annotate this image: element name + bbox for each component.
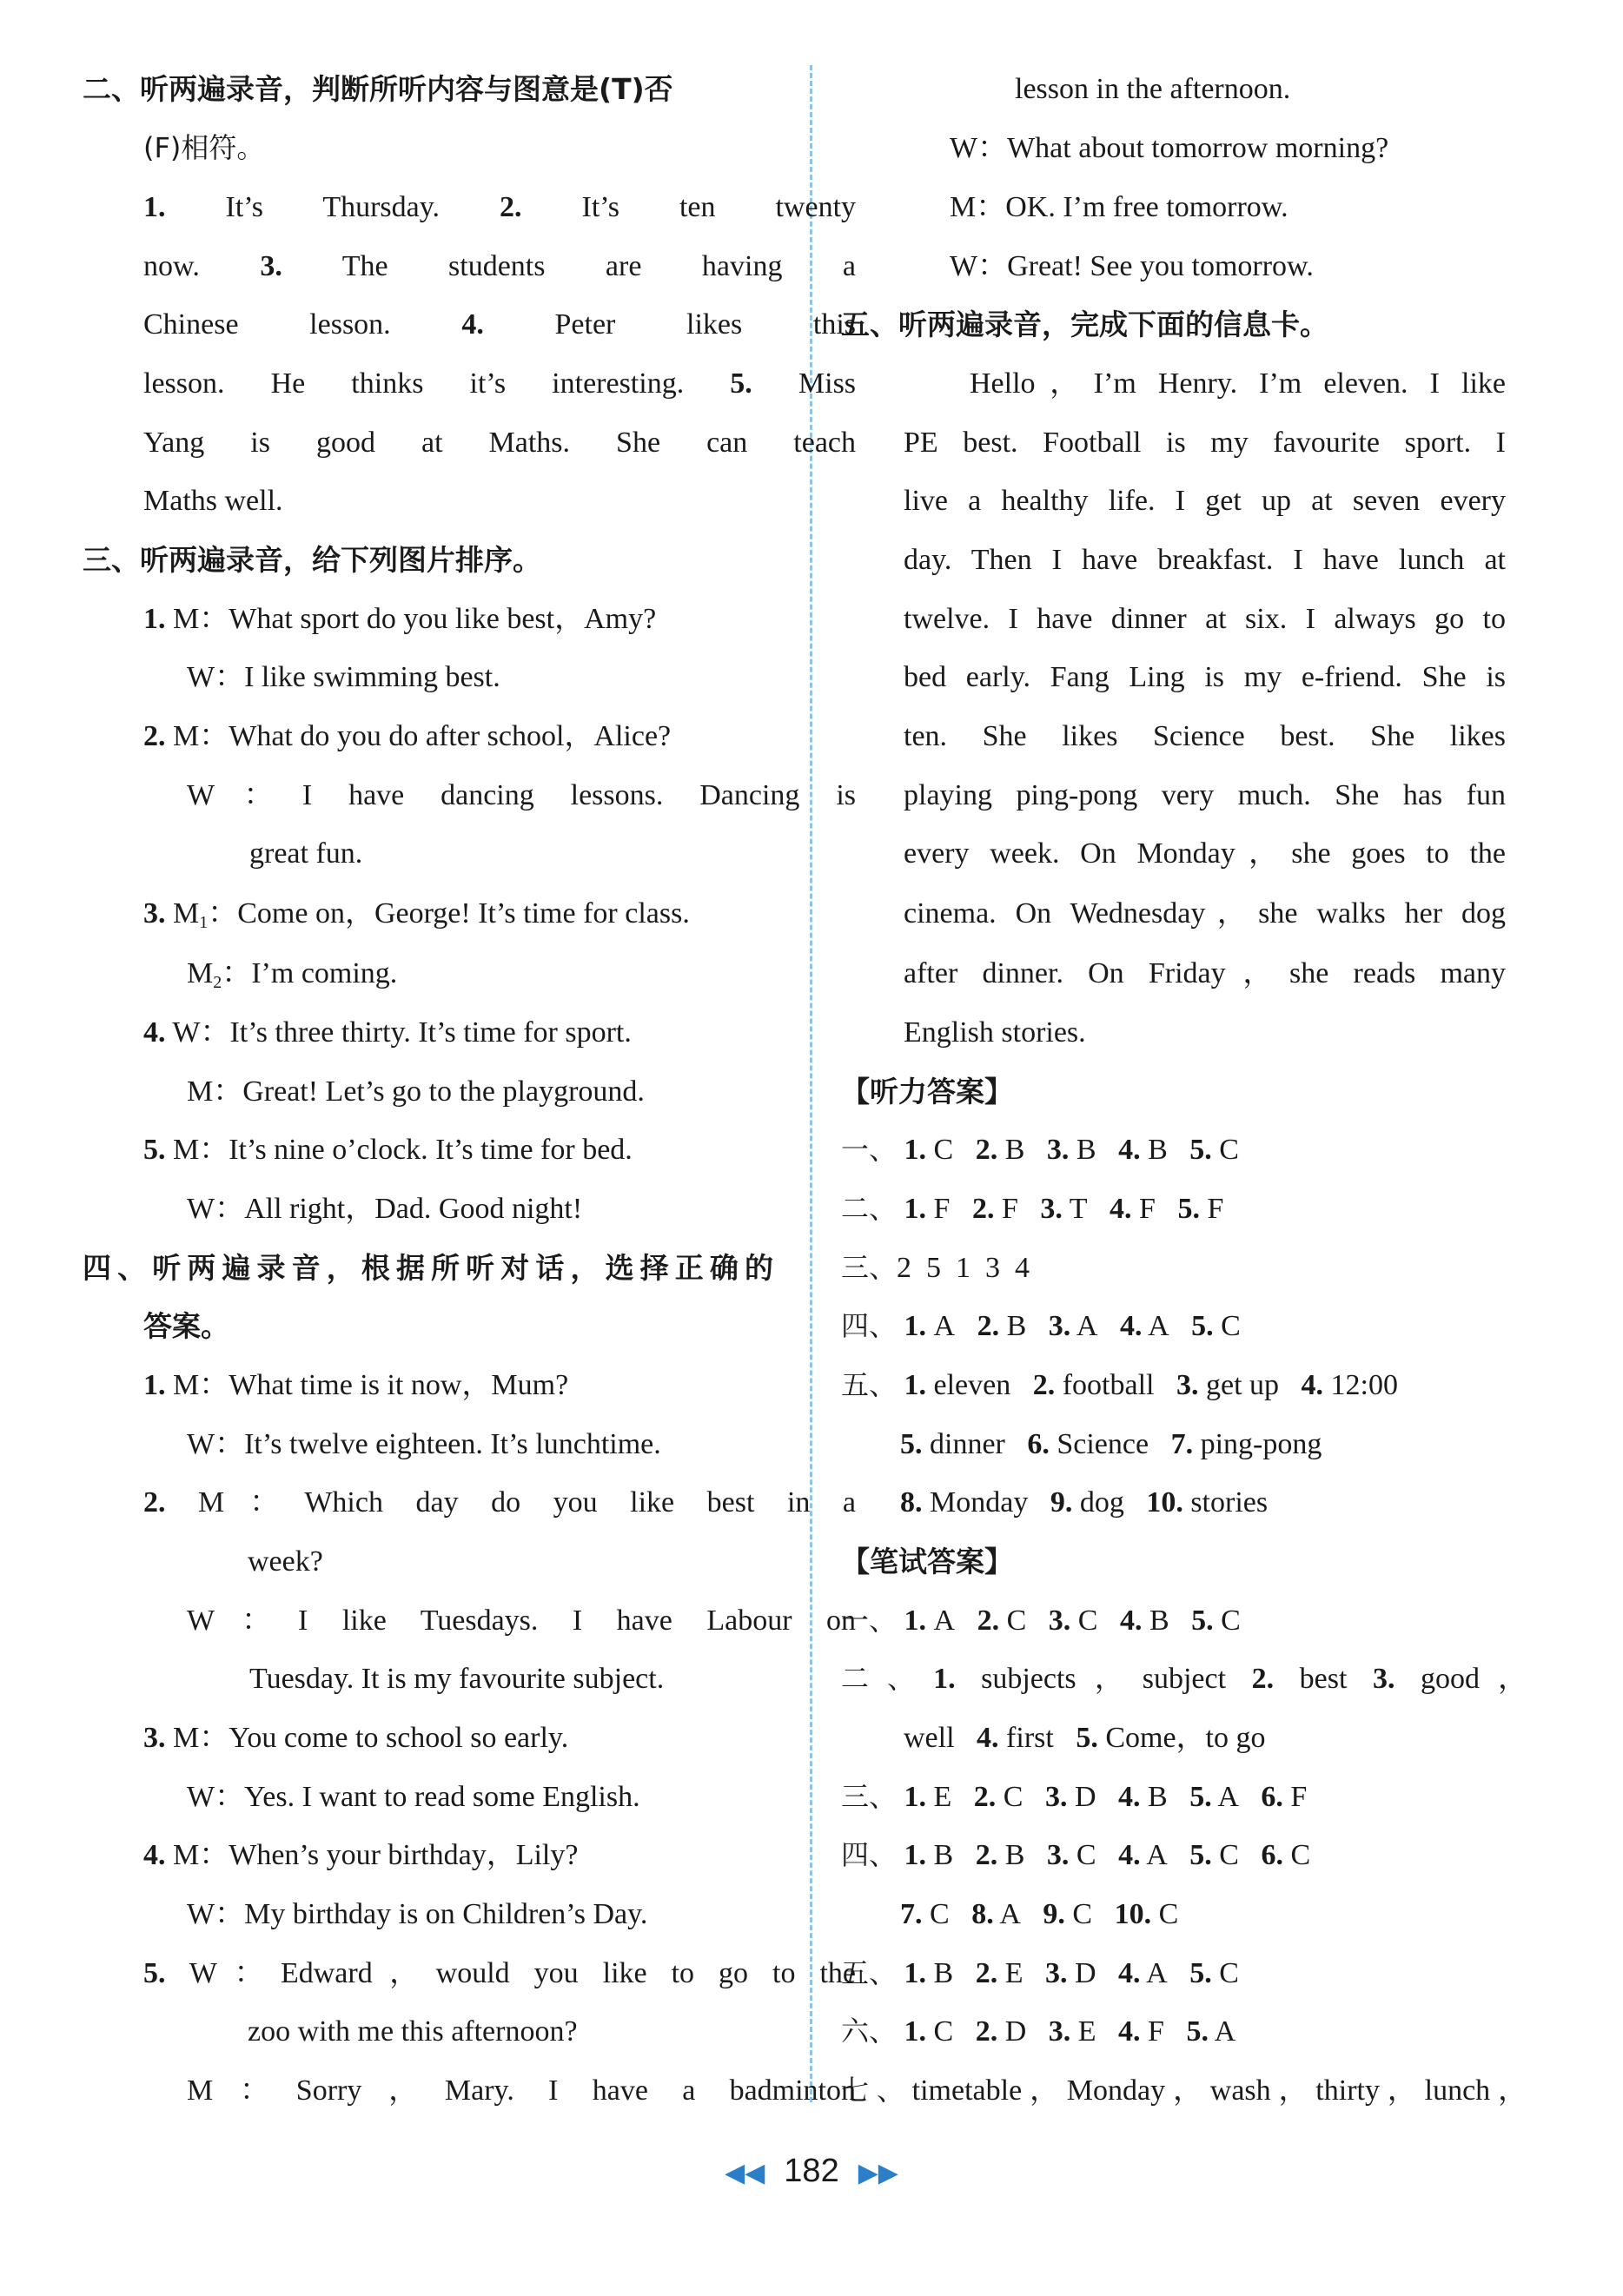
written-row-3 xyxy=(841,1780,1308,1813)
page-number: 182 xyxy=(784,2153,839,2189)
answer-number: 5. xyxy=(1189,1134,1212,1166)
s4-line-7 xyxy=(143,1724,568,1753)
answer-number: 3. xyxy=(1040,1193,1063,1225)
line-text: It’s Thursday. xyxy=(225,191,441,223)
line-text: All right，Dad. Good night! xyxy=(244,1193,583,1225)
answer-value: E xyxy=(1004,1957,1023,1989)
written-row-7 xyxy=(841,2076,1527,2106)
s3-line-10 xyxy=(143,1135,633,1165)
answer-number: 3. xyxy=(1176,1369,1199,1401)
speaker-subscript: 2 xyxy=(213,973,222,992)
speaker-label: M： xyxy=(173,1134,229,1166)
line-text: Chinese lesson. xyxy=(143,308,391,341)
written-answers-heading: 【笔试答案】 xyxy=(841,1545,1013,1578)
item-number: 5. xyxy=(143,1134,166,1166)
speaker-label: W： xyxy=(187,1605,299,1637)
s3-line-5 xyxy=(249,839,362,869)
answer-value: F xyxy=(1290,1781,1308,1813)
answer-value: subjects，subject xyxy=(981,1663,1227,1695)
speaker-label: W： xyxy=(187,661,245,693)
answer-value: D xyxy=(1004,2015,1027,2048)
answer-number: 6. xyxy=(1261,1839,1283,1871)
speaker-label: M： xyxy=(173,603,229,635)
item-number: 2. xyxy=(143,720,166,752)
answer-number: 3. xyxy=(1048,2015,1071,2048)
answer-value: C xyxy=(1290,1839,1311,1871)
line-text: What sport do you like best，Amy? xyxy=(229,603,657,635)
answer-value: C xyxy=(1219,1839,1239,1871)
row-label: 一、 xyxy=(841,1604,898,1637)
answer-row-5c xyxy=(900,1488,1268,1518)
answer-value: F xyxy=(1207,1193,1224,1225)
answer-value: ping-pong xyxy=(1200,1428,1322,1460)
line-text: It’s twelve eighteen. It’s lunchtime. xyxy=(244,1428,661,1460)
line-text: It’s nine o’clock. It’s time for bed. xyxy=(229,1134,633,1166)
line-text: Peter likes this xyxy=(554,308,856,341)
answer-number: 3. xyxy=(1044,1781,1068,1813)
section-2-heading: 二、听两遍录音，判断所听内容与图意是(T)否 xyxy=(83,72,673,106)
answer-value: B xyxy=(1149,1605,1169,1637)
r-cont-4 xyxy=(950,252,1314,281)
answer-value: B xyxy=(933,1839,954,1871)
written-row-2b xyxy=(904,1724,1266,1753)
answer-value: C xyxy=(933,1134,954,1166)
item-number: 2. xyxy=(500,191,522,223)
row-label: 六、 xyxy=(841,2015,898,2048)
s4-line-9 xyxy=(143,1841,578,1870)
s4-line-13 xyxy=(187,2076,856,2106)
answer-number: 4. xyxy=(1119,1605,1143,1637)
section-3-heading: 三、听两遍录音，给下列图片排序。 xyxy=(83,543,541,577)
line-text: I like swimming best. xyxy=(244,661,500,693)
row-label: 三、 xyxy=(841,1251,898,1284)
line-text: What do you do after school，Alice? xyxy=(229,720,672,752)
row-label: 四、 xyxy=(841,1309,898,1342)
answer-number: 1. xyxy=(933,1663,956,1695)
answer-number: 5. xyxy=(1186,2015,1209,2048)
answer-number: 7. xyxy=(1170,1428,1194,1460)
answer-number: 3. xyxy=(1048,1605,1071,1637)
section-2-heading-text: (F)相符。 xyxy=(143,131,265,164)
r-cont-3 xyxy=(950,193,1288,222)
s2-line-3 xyxy=(143,310,856,340)
speaker-label: W： xyxy=(189,1957,281,1989)
row-label: 二、 xyxy=(841,1192,898,1225)
answer-value: C xyxy=(1072,1898,1093,1930)
speaker-label: M： xyxy=(950,191,1006,223)
answer-number: 2. xyxy=(1032,1369,1056,1401)
answer-value: A xyxy=(933,1605,956,1637)
answer-value: B xyxy=(1006,1310,1027,1342)
answer-number: 3. xyxy=(1044,1957,1068,1989)
answer-number: 8. xyxy=(971,1898,994,1930)
answer-number: 1. xyxy=(904,1839,927,1871)
answer-value: C xyxy=(1006,1605,1027,1637)
speaker-label: M： xyxy=(173,720,229,752)
answer-number: 1. xyxy=(904,1134,927,1166)
passage-line: ten. She likes Science best. She likes xyxy=(904,720,1506,752)
speaker-label: W： xyxy=(172,1016,230,1049)
s4-line-12 xyxy=(248,2017,578,2047)
line-text: Great! See you tomorrow. xyxy=(1007,250,1314,282)
answer-value: F xyxy=(1139,1193,1156,1225)
answer-number: 4. xyxy=(1119,1310,1143,1342)
answer-row-5b xyxy=(900,1430,1322,1459)
page-footer xyxy=(0,2153,1623,2190)
line-text: Edward，would you like to go to the xyxy=(280,1957,856,1989)
passage-line: cinema. On Wednesday，she walks her dog xyxy=(904,897,1506,930)
answer-value: dog xyxy=(1079,1486,1124,1519)
line-text: OK. I’m free tomorrow. xyxy=(1005,191,1288,223)
answer-value: timetable，Monday，wash，thirty，lunch， xyxy=(911,2074,1527,2107)
s4-line-11 xyxy=(143,1959,856,1988)
answer-number: 5. xyxy=(1189,1781,1212,1813)
line-text: The students are having a xyxy=(341,250,856,282)
line-text: week? xyxy=(248,1545,323,1578)
answer-number: 4. xyxy=(1118,1839,1141,1871)
answer-value: A xyxy=(1146,1957,1168,1989)
speaker-label: M： xyxy=(198,1486,305,1519)
answer-value: D xyxy=(1074,1781,1096,1813)
speaker-label: W： xyxy=(187,1193,245,1225)
s2-line-5 xyxy=(143,428,856,458)
answer-value: 12:00 xyxy=(1330,1369,1398,1401)
s3-line-3 xyxy=(143,722,671,751)
s4-line-5 xyxy=(187,1606,856,1636)
answer-number: 5. xyxy=(1189,1957,1212,1989)
answer-number: 2. xyxy=(975,2015,998,2048)
answer-number: 6. xyxy=(1261,1781,1283,1813)
item-number: 4. xyxy=(461,308,484,341)
answer-number: 2. xyxy=(1251,1663,1275,1695)
answer-value: good， xyxy=(1421,1663,1528,1695)
answer-number: 4. xyxy=(1301,1369,1324,1401)
answer-row-1 xyxy=(841,1135,1239,1165)
answer-value: F xyxy=(1148,2015,1164,2048)
passage-line: Hello，I’m Henry. I’m eleven. I like xyxy=(970,367,1506,400)
passage-line: twelve. I have dinner at six. I always go to xyxy=(904,603,1506,635)
row-label: 五、 xyxy=(841,1956,898,1989)
s4-line-6 xyxy=(249,1664,664,1694)
speaker-label: M： xyxy=(187,2074,296,2107)
answer-value: eleven xyxy=(933,1369,1011,1401)
answer-value: best xyxy=(1299,1663,1348,1695)
speaker-label: W： xyxy=(187,779,302,811)
answer-number: 4. xyxy=(1118,2015,1141,2048)
answer-number: 2. xyxy=(973,1781,997,1813)
answer-value: C xyxy=(1221,1310,1241,1342)
listening-answers-heading: 【听力答案】 xyxy=(841,1075,1013,1108)
s2-line-2 xyxy=(143,252,856,281)
speaker-label: M： xyxy=(187,1075,243,1108)
double-right-arrow-icon: ▶▶ xyxy=(858,2159,898,2187)
answer-value: C xyxy=(1076,1839,1096,1871)
s2-line-1 xyxy=(143,193,856,222)
answer-value: Monday xyxy=(930,1486,1029,1519)
passage-line: live a healthy life. I get up at seven every xyxy=(904,485,1506,517)
answer-number: 4. xyxy=(1110,1193,1132,1225)
passage-line: playing ping-pong very much. She has fun xyxy=(904,779,1506,811)
speaker-colon: ： xyxy=(222,957,252,989)
answer-number: 2. xyxy=(971,1193,995,1225)
speaker-label: W： xyxy=(187,1781,245,1813)
answer-value: stories xyxy=(1190,1486,1269,1519)
answer-number: 4. xyxy=(977,1722,999,1754)
answer-value: C xyxy=(1219,1134,1239,1166)
passage-line: PE best. Football is my favourite sport. I xyxy=(904,427,1506,459)
passage-line: English stories. xyxy=(904,1016,1086,1049)
answer-number: 5. xyxy=(1177,1193,1200,1225)
answer-value: B xyxy=(1004,1839,1025,1871)
answer-value: C xyxy=(1158,1898,1179,1930)
answer-value: B xyxy=(933,1957,954,1989)
written-row-5 xyxy=(841,1956,1239,1989)
line-text: It’s three thirty. It’s time for sport. xyxy=(229,1016,632,1049)
answer-value: D xyxy=(1074,1957,1096,1989)
answer-number: 1. xyxy=(904,1781,927,1813)
answer-value: Science xyxy=(1057,1428,1149,1460)
s2-line-4 xyxy=(143,369,856,399)
row-label: 一、 xyxy=(841,1133,898,1166)
line-text: Great! Let’s go to the playground. xyxy=(242,1075,645,1108)
answer-number: 2. xyxy=(975,1134,998,1166)
row-label: 二、 xyxy=(841,1662,934,1695)
speaker-label: W： xyxy=(950,132,1008,164)
row-label: 五、 xyxy=(841,1368,898,1401)
s3-line-8 xyxy=(143,1018,632,1048)
passage-line: after dinner. On Friday，she reads many xyxy=(904,957,1506,989)
answer-value: A xyxy=(1217,1781,1239,1813)
item-number: 5. xyxy=(730,367,752,400)
answer-value: T xyxy=(1069,1193,1088,1225)
answer-value: A xyxy=(1148,1310,1169,1342)
answer-value: F xyxy=(933,1193,951,1225)
answer-value: B xyxy=(1076,1134,1096,1166)
s4-line-4 xyxy=(248,1547,323,1577)
item-number: 1. xyxy=(143,191,166,223)
answer-number: 7. xyxy=(900,1898,923,1930)
written-row-4 xyxy=(841,1838,1311,1871)
answer-number: 2. xyxy=(975,1957,998,1989)
answer-value: C xyxy=(933,2015,954,2048)
section-5-heading: 五、听两遍录音，完成下面的信息卡。 xyxy=(841,308,1328,341)
answer-number: 3. xyxy=(1046,1134,1070,1166)
answer-value: B xyxy=(1004,1134,1025,1166)
section-2-heading-cont xyxy=(143,131,265,164)
answer-number: 9. xyxy=(1050,1486,1073,1519)
answer-number: 2. xyxy=(975,1839,998,1871)
s4-line-1 xyxy=(143,1371,568,1400)
answer-number: 6. xyxy=(1027,1428,1050,1460)
answer-number: 10. xyxy=(1114,1898,1152,1930)
answer-value: Come，to go xyxy=(1105,1722,1266,1754)
line-text: I’m coming. xyxy=(251,957,398,989)
s4-line-2 xyxy=(187,1430,661,1459)
line-text: Which day do you like best in a xyxy=(304,1486,857,1519)
answer-value: A xyxy=(1214,2015,1236,2048)
row-label: 四、 xyxy=(841,1838,898,1871)
answer-value: C xyxy=(1221,1605,1241,1637)
answer-value: first xyxy=(1006,1722,1054,1754)
speaker-label: M： xyxy=(173,1369,229,1401)
double-left-arrow-icon: ◀◀ xyxy=(725,2159,765,2187)
answer-number: 3. xyxy=(1372,1663,1395,1695)
line-text: Yes. I want to read some English. xyxy=(244,1781,640,1813)
answer-number: 5. xyxy=(1076,1722,1098,1754)
passage-line: day. Then I have breakfast. I have lunch at xyxy=(904,544,1506,576)
line-text: When’s your birthday，Lily? xyxy=(229,1839,579,1871)
answer-number: 5. xyxy=(900,1428,923,1460)
s3-line-4 xyxy=(187,781,856,811)
line-text: My birthday is on Children’s Day. xyxy=(244,1898,648,1930)
answer-value: A xyxy=(1076,1310,1098,1342)
s3-line-1 xyxy=(143,605,656,634)
section-4-heading-cont: 答案。 xyxy=(143,1309,229,1343)
line-text: Miss xyxy=(798,367,857,400)
answer-value: B xyxy=(1148,1134,1168,1166)
line-text: Sorry，Mary. I have a badminton xyxy=(295,2074,856,2107)
answer-value: 2 5 1 3 4 xyxy=(897,1252,1030,1284)
r-cont-1 xyxy=(1015,75,1290,104)
section-4-heading: 四、听两遍录音，根据所听对话，选择正确的 xyxy=(83,1251,773,1285)
line-text: I have dancing lessons. Dancing is xyxy=(301,779,856,811)
written-row-4b xyxy=(900,1900,1178,1929)
answer-number: 1. xyxy=(904,1605,927,1637)
item-number: 1. xyxy=(143,603,166,635)
speaker-label: M xyxy=(187,957,214,989)
line-text: Yang is good at Maths. She can teach xyxy=(143,427,856,459)
answer-number: 2. xyxy=(977,1605,1000,1637)
answer-number: 2. xyxy=(977,1310,1000,1342)
answer-number: 4. xyxy=(1118,1781,1141,1813)
line-text: What about tomorrow morning? xyxy=(1007,132,1389,164)
item-number: 3. xyxy=(143,1722,166,1754)
answer-number: 9. xyxy=(1043,1898,1065,1930)
line-text: Tuesday. It is my favourite subject. xyxy=(249,1663,665,1695)
row-label: 三、 xyxy=(841,1780,898,1813)
answer-row-5 xyxy=(841,1368,1398,1401)
answer-value: C xyxy=(1003,1781,1023,1813)
answer-value: A xyxy=(999,1898,1021,1930)
passage-line: every week. On Monday，she goes to the xyxy=(904,837,1506,870)
s3-line-9 xyxy=(187,1077,645,1107)
line-text: Maths well. xyxy=(143,485,283,517)
speaker-label: M： xyxy=(173,1722,229,1754)
speaker-colon: ： xyxy=(208,897,238,930)
answer-value: E xyxy=(933,1781,952,1813)
answer-number: 1. xyxy=(904,2015,927,2048)
item-number: 3. xyxy=(260,250,282,282)
answer-row-3 xyxy=(841,1251,1030,1284)
s4-line-10 xyxy=(187,1900,647,1929)
item-number: 3. xyxy=(143,897,166,930)
answer-number: 3. xyxy=(1046,1839,1070,1871)
answer-row-4 xyxy=(841,1309,1241,1342)
answer-value: F xyxy=(1001,1193,1018,1225)
speaker-label: M： xyxy=(173,1839,229,1871)
s3-line-7 xyxy=(187,959,397,991)
s4-line-3 xyxy=(143,1488,856,1518)
answer-number: 5. xyxy=(1189,1839,1212,1871)
speaker-label: W： xyxy=(950,250,1008,282)
line-text: zoo with me this afternoon? xyxy=(248,2015,578,2048)
speaker-label: W： xyxy=(187,1428,245,1460)
s3-line-11 xyxy=(187,1194,582,1224)
line-text: lesson in the afternoon. xyxy=(1015,73,1291,105)
s2-line-6 xyxy=(143,486,283,516)
answer-value: E xyxy=(1077,2015,1096,2048)
line-text: now. xyxy=(143,250,200,282)
answer-value: well xyxy=(904,1722,955,1754)
item-number: 1. xyxy=(143,1369,166,1401)
s3-line-6 xyxy=(143,899,690,931)
answer-value: get up xyxy=(1206,1369,1280,1401)
answer-number: 5. xyxy=(1191,1605,1214,1637)
answer-value: C xyxy=(1219,1957,1239,1989)
item-number: 2. xyxy=(143,1486,166,1519)
answer-value: C xyxy=(1077,1605,1098,1637)
answer-number: 1. xyxy=(904,1310,927,1342)
answer-number: 10. xyxy=(1146,1486,1183,1519)
item-number: 5. xyxy=(143,1957,166,1989)
item-number: 4. xyxy=(143,1839,166,1871)
speaker-subscript: 1 xyxy=(199,913,209,932)
row-label: 七、 xyxy=(841,2074,912,2107)
s4-line-8 xyxy=(187,1783,640,1812)
answer-number: 1. xyxy=(904,1957,927,1989)
passage-line: bed early. Fang Ling is my e-friend. She is xyxy=(904,661,1506,693)
answer-value: C xyxy=(930,1898,950,1930)
line-text: I like Tuesdays. I have Labour on xyxy=(298,1605,856,1637)
answer-number: 3. xyxy=(1048,1310,1071,1342)
line-text: lesson. He thinks it’s interesting. xyxy=(143,367,685,400)
answer-value: A xyxy=(1146,1839,1168,1871)
line-text: great fun. xyxy=(249,837,363,870)
answer-number: 5. xyxy=(1191,1310,1214,1342)
answer-row-2 xyxy=(841,1194,1223,1224)
answer-number: 4. xyxy=(1118,1957,1141,1989)
answer-number: 1. xyxy=(904,1369,927,1401)
line-text: Come on，George! It’s time for class. xyxy=(237,897,690,930)
s3-line-2 xyxy=(187,663,500,692)
written-row-6 xyxy=(841,2017,1235,2047)
line-text: It’s ten twenty xyxy=(581,191,857,223)
written-row-1 xyxy=(841,1606,1241,1636)
answer-value: A xyxy=(933,1310,956,1342)
answer-number: 8. xyxy=(900,1486,923,1519)
line-text: What time is it now，Mum? xyxy=(229,1369,569,1401)
line-text: You come to school so early. xyxy=(229,1722,569,1754)
item-number: 4. xyxy=(143,1016,166,1049)
answer-number: 4. xyxy=(1118,1134,1141,1166)
r-cont-2 xyxy=(950,134,1388,163)
answer-value: football xyxy=(1062,1369,1155,1401)
answer-value: dinner xyxy=(930,1428,1005,1460)
answer-value: B xyxy=(1148,1781,1168,1813)
speaker-label: W： xyxy=(187,1898,245,1930)
speaker-label: M xyxy=(173,897,200,930)
written-row-2 xyxy=(841,1664,1527,1694)
answer-number: 1. xyxy=(904,1193,927,1225)
